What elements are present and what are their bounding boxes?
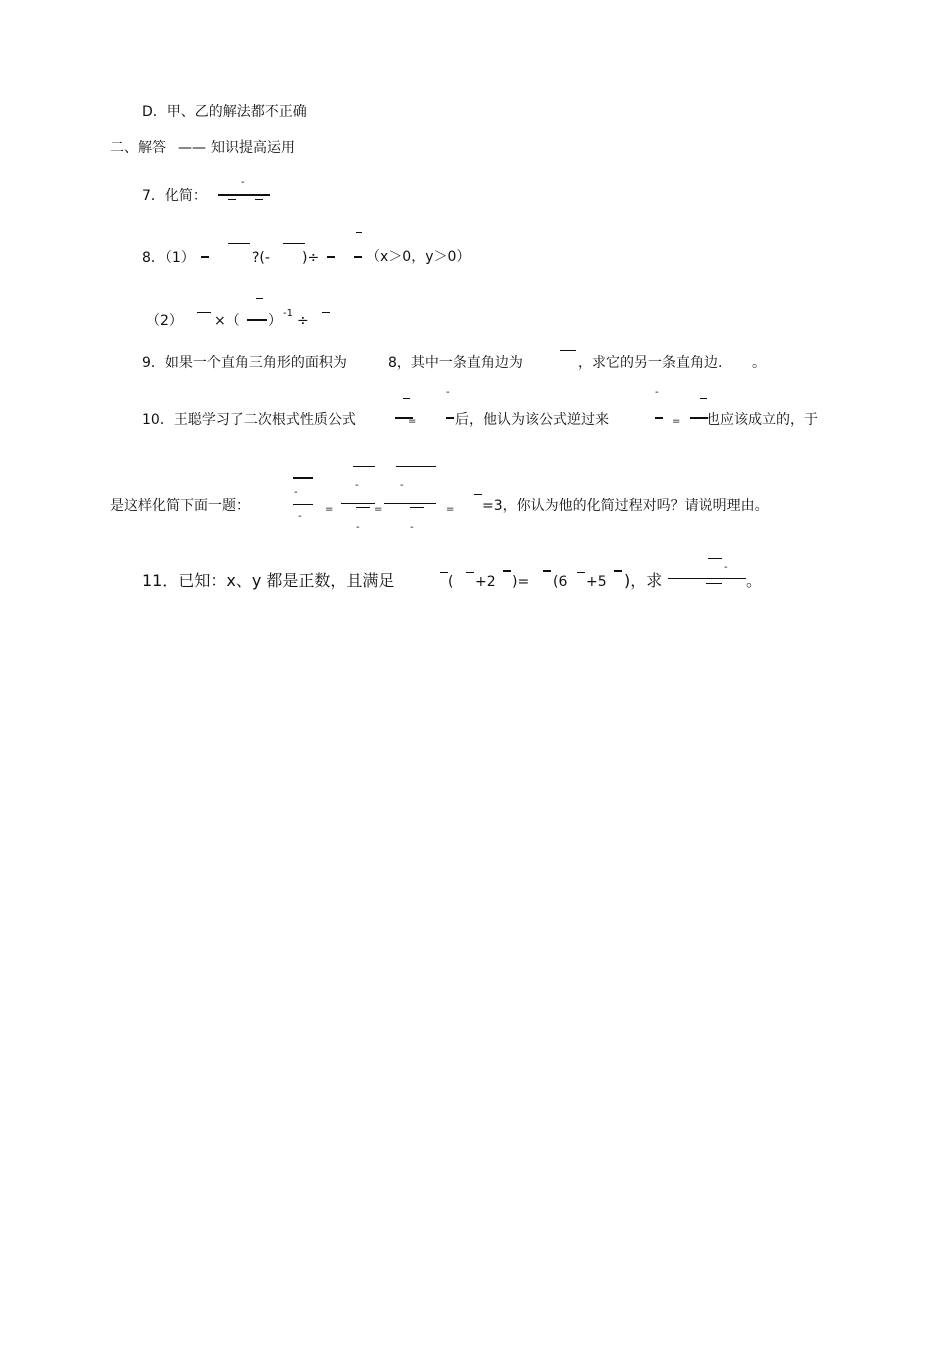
q10-sqrt-num (403, 398, 410, 399)
q10b-mark-3: - (355, 480, 359, 491)
q7-denominator-mark (228, 199, 236, 200)
q10b-mark-5: - (400, 480, 404, 491)
q11-p6: )，求 (624, 571, 663, 590)
section-subtitle: 知识提高运用 (211, 140, 295, 156)
q10-tail: 也应该成立的，于 (706, 412, 818, 428)
q10-eq-2: = (672, 416, 681, 427)
q10b-result: =3，你认为他的化简过程对吗？请说明理由。 (482, 498, 769, 514)
q8b-close: ） (268, 313, 282, 329)
q7-denominator-mark-2 (255, 199, 263, 200)
q8b-div: ÷ (297, 313, 309, 329)
q10b-eq-3: = (446, 504, 455, 515)
q10b-radical-top (293, 477, 313, 479)
q10-text: 10．王聪学习了二次根式性质公式 (142, 412, 356, 428)
q8b-fraction-bar (247, 319, 267, 321)
q11-p5: +5 (586, 574, 607, 590)
q11-mark: - (724, 562, 728, 573)
q10b-radical-3 (396, 466, 436, 467)
q11-radical-3 (503, 570, 511, 572)
q11-end: 。 (746, 571, 763, 590)
q10-frac-2 (446, 417, 454, 419)
q10b-radical-2 (353, 466, 375, 467)
q10b-mark-4: - (356, 522, 360, 533)
q11-frac-num (708, 558, 722, 559)
q11-radical-4 (543, 570, 551, 572)
q10b-frac-2 (341, 503, 375, 504)
q8b-exponent: -1 (283, 308, 293, 319)
q9-radical (560, 350, 576, 351)
q10-eq: = (408, 416, 417, 427)
section-dash: —— (178, 140, 206, 156)
q8-radical-3 (356, 232, 362, 233)
q11-p2: +2 (475, 574, 496, 590)
q10-frac-3 (655, 417, 663, 419)
q10b-frac-2b (356, 507, 370, 508)
q10-mark-2: - (655, 387, 659, 398)
q11-text: 11．已知：x、y 都是正数，且满足 (142, 571, 395, 590)
q10b-frac-3b (410, 507, 424, 508)
q11-p4: (6 (553, 574, 568, 590)
q9-tail: ，求它的另一条直角边. (578, 355, 723, 371)
q10b-mark-1: - (294, 487, 298, 498)
q10-mark-1: - (446, 387, 450, 398)
q8-radical-1 (228, 243, 250, 244)
q8-term-2 (327, 256, 335, 258)
q8b-radical-3 (322, 312, 330, 313)
q8b-radical-2 (256, 298, 263, 299)
q10-line2: 是这样化简下面一题： (110, 498, 250, 514)
section-title: 二、解答 (110, 140, 166, 156)
q10b-mark-6: - (410, 522, 414, 533)
q10b-eq-1: = (325, 504, 334, 515)
q8-term-3 (354, 256, 362, 258)
q11-radical-2 (466, 572, 474, 573)
q8b-times: ×（ (214, 313, 240, 329)
q8-label-2: （2） (146, 313, 183, 329)
q7-label: 7．化简： (142, 188, 207, 204)
q9-end: 。 (752, 355, 766, 371)
q8-part1: ?(- (252, 250, 270, 266)
q8-radical-2 (283, 243, 305, 244)
q10-sqrt-2 (700, 398, 707, 399)
q8-label: 8．（1） (142, 250, 195, 266)
q11-p3: )= (512, 574, 530, 590)
q8-term-1 (201, 256, 209, 258)
q9-text: 9．如果一个直角三角形的面积为 (142, 355, 347, 371)
q11-radical-5 (577, 572, 585, 573)
q10b-mark-2: - (298, 511, 302, 522)
q7-fraction-bar (218, 194, 270, 196)
q11-fraction-bar (668, 578, 746, 579)
q10-after: 后，他认为该公式逆过来 (455, 412, 609, 428)
q8-condition: （x＞0，y＞0） (366, 249, 471, 265)
option-d: D．甲、乙的解法都不正确 (142, 104, 307, 120)
q8-part2: )÷ (302, 250, 320, 266)
q9-num: 8，其中一条直角边为 (388, 355, 523, 371)
q11-frac-den (706, 583, 722, 584)
q7-numerator-mark: - (241, 177, 245, 188)
q11-radical-1 (440, 572, 448, 573)
q10b-eq-2: = (374, 504, 383, 515)
q8b-radical-1 (197, 312, 211, 313)
q10b-radical-4 (474, 494, 482, 495)
q10b-frac-3 (384, 503, 436, 504)
q10b-frac-1 (293, 504, 313, 505)
q11-radical-6 (614, 570, 622, 572)
q11-p1: ( (448, 574, 454, 590)
